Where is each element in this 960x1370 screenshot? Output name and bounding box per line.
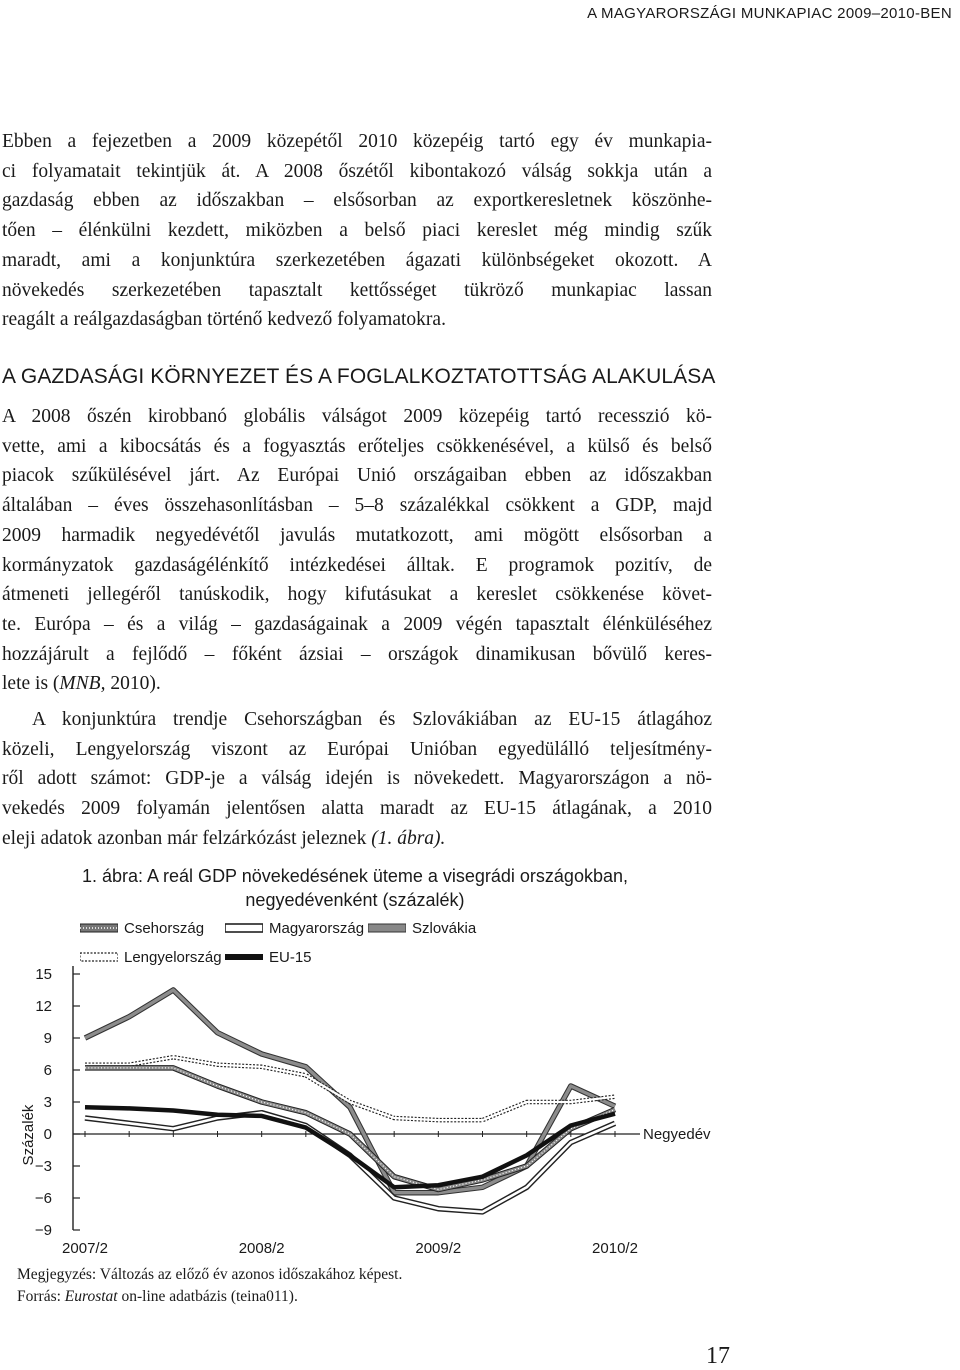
y-tick-label: 9 <box>43 1030 52 1047</box>
legend-label: Lengyelország <box>124 948 222 966</box>
page-number: 17 <box>706 1343 730 1369</box>
x-tick-label: 2007/2 <box>62 1240 108 1257</box>
text-line: általában – éves összehasonlításban – 5–8 százalékkal csökkent a GDP, majd <box>2 495 712 517</box>
note-text: Változás az előző év azonos időszakához képest. <box>99 1266 403 1283</box>
text-line: A 2008 őszén kirobbanó globális válságot 2009 közepéig tartó recesszió kö- <box>2 406 712 427</box>
series-szlov-kia <box>85 990 615 1193</box>
text-line: piacok szűkülésével járt. Az Európai Unió országaiban ebben az időszakban <box>2 465 712 487</box>
section-heading: A GAZDASÁGI KÖRNYEZET ÉS A FOGLALKOZTATOTTSÁG ALAKULÁSA <box>2 365 716 388</box>
x-tick-label: 2010/2 <box>592 1240 638 1257</box>
text-line: növekedés szerkezetében tapasztalt kettősséget tükröző munkapiac lassan <box>2 279 712 301</box>
y-axis-title: Százalék <box>20 1104 37 1166</box>
source-label: Forrás: <box>17 1288 65 1305</box>
figure-source <box>17 1286 298 1308</box>
y-tick-label: 6 <box>43 1062 52 1079</box>
running-head: A MAGYARORSZÁGI MUNKAPIAC 2009–2010-BEN <box>587 5 952 22</box>
text-line: vette, ami a kibocsátás és a fogyasztás erőteljes csökkenésével, a külső és belső <box>2 435 712 457</box>
y-tick-label: −9 <box>34 1222 52 1239</box>
text-line: átmeneti jellegéről tanúskodik, hogy kifutásukat a kereslet csökkenése követ- <box>2 584 712 606</box>
text-line: maradt, ami a konjunktúra szerkezetében ágazati különbségeket okozott. A <box>2 249 712 271</box>
text-line: vekedés 2009 folyamán jelentősen alatta maradt az EU-15 átlagának, a 2010 <box>2 798 712 820</box>
y-tick-label: 0 <box>43 1126 52 1143</box>
source-text: on-line adatbázis (teina011). <box>117 1288 298 1305</box>
legend-label: Magyarország <box>269 919 365 937</box>
x-axis-title: Negyedév <box>643 1126 711 1143</box>
figure-title-line: 1. ábra: A reál GDP növekedésének üteme a visegrádi országokban, <box>81 866 628 886</box>
text-line: te. Európa – és a világ – gazdaságainak a 2009 végén tapasztalt élénküléséhez <box>2 613 712 635</box>
text-line: A konjunktúra trendje Csehországban és Szlovákiában az EU-15 átlagához <box>32 709 712 730</box>
legend-label: Csehország <box>124 919 205 937</box>
series-magyarorsz-g <box>85 1113 615 1212</box>
note-label: Megjegyzés: <box>17 1266 100 1283</box>
y-tick-label: 12 <box>35 998 52 1015</box>
figure-note <box>17 1264 402 1286</box>
y-tick-label: −3 <box>34 1158 52 1175</box>
source-name: Eurostat <box>64 1288 118 1305</box>
text-line: hozzájárult a fejlődő – főként ázsiai – országok dinamikusan bővülő keres- <box>2 643 712 665</box>
series-line <box>85 1113 615 1212</box>
text-line: kormányzatok gazdaságélénkítő intézkedései álltak. E programok pozitív, de <box>2 554 712 576</box>
text-line: közeli, Lengyelország viszont az Európai Unióban egyedülálló teljesítmény- <box>2 738 712 760</box>
x-tick-label: 2008/2 <box>238 1240 285 1257</box>
legend-label: EU-15 <box>269 948 312 966</box>
series-line <box>85 990 615 1193</box>
text-line: reagált a reálgazdaságban történő kedvező folyamatokra. <box>2 309 446 331</box>
text-run: eleji adatok azonban már felzárkózást jeleznek <box>2 827 372 849</box>
y-tick-label: −6 <box>34 1190 52 1207</box>
text-line: gazdaság ebben az időszakban – elsősorban az exportkeresletnek köszönhe- <box>2 190 712 212</box>
figure-reference: (1. ábra). <box>371 827 446 849</box>
text-line: tően – élénkülni kezdett, miközben a belső piaci kereslet még mindig szűk <box>2 220 712 242</box>
series-line <box>85 990 615 1193</box>
y-tick-label: 15 <box>35 966 52 983</box>
text-line: ci folyamatait tekintjük át. A 2008 őszétől kibontakozó válság sokkja után a <box>2 160 712 182</box>
text-line: Ebben a fejezetben a 2009 közepétől 2010 közepéig tartó egy év munkapia- <box>2 131 712 152</box>
citation: MNB, <box>59 673 106 695</box>
legend-label: Szlovákia <box>412 919 477 937</box>
x-tick-label: 2009/2 <box>415 1240 462 1257</box>
y-tick-label: 3 <box>43 1094 52 1111</box>
text-run: 2010). <box>105 673 161 695</box>
text-run: lete is ( <box>2 673 60 695</box>
text-line: 2009 harmadik negyedévétől javulás mutatkozott, ami mögött elsősorban a <box>2 524 712 546</box>
text-line: ről adott számot: GDP-je a válság idején is növekedett. Magyarországon a nö- <box>2 768 712 790</box>
figure-title-line: negyedévenként (százalék) <box>245 890 465 910</box>
